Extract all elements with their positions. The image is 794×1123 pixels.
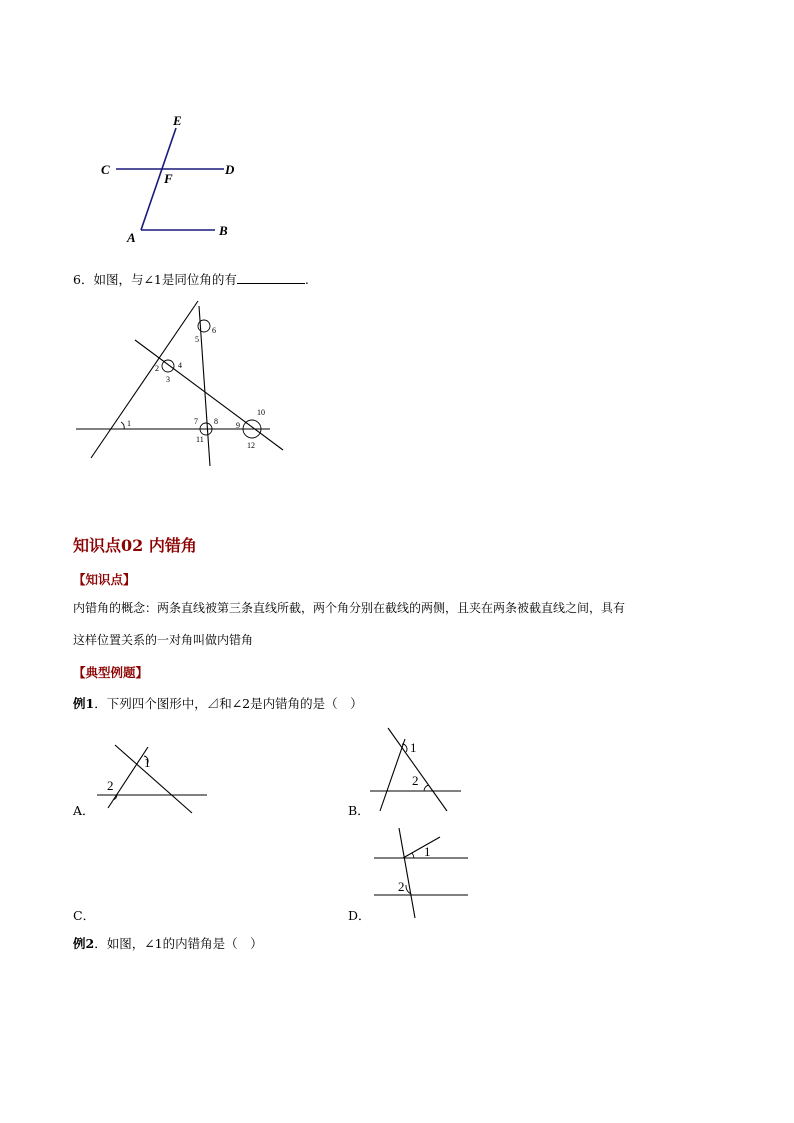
example-2-label: 例2	[73, 936, 95, 951]
option-d-figure[interactable]	[370, 825, 475, 920]
angle-label-3: 3	[166, 375, 170, 384]
angle-label-2: 2	[107, 778, 114, 793]
line-falling	[135, 340, 283, 450]
angle-label-1: 1	[424, 844, 431, 859]
angle-label-11: 11	[196, 435, 204, 444]
line-rising	[91, 301, 198, 458]
label-f: F	[164, 171, 173, 186]
arc-vertex-5	[198, 320, 210, 332]
label-c: C	[101, 162, 110, 177]
line-transversal	[399, 828, 415, 918]
arc-angle-1	[121, 422, 124, 429]
label-e: E	[173, 113, 182, 128]
examples-tag: 【典型例题】	[73, 665, 149, 680]
line-right	[388, 728, 447, 811]
example-1-label: 例1	[73, 696, 95, 711]
option-a-figure[interactable]	[95, 742, 210, 817]
angle-label-1: 1	[410, 740, 417, 755]
angle-label-4: 4	[178, 361, 182, 370]
label-a: A	[127, 230, 136, 245]
example-1-text: ．下列四个图形中，⊿和∠2是内错角的是（ ）	[94, 696, 363, 711]
arc-angle-2	[424, 785, 429, 791]
angle-label-7: 7	[194, 417, 198, 426]
angle-label-2: 2	[398, 879, 405, 894]
arc-vertex-2	[162, 360, 174, 372]
example-1-question	[73, 694, 363, 712]
angle-label-6: 6	[212, 326, 216, 335]
angle-label-5: 5	[195, 335, 199, 344]
question-text: 如图，与∠1是同位角的有	[93, 272, 237, 287]
example-2-question	[73, 934, 263, 952]
answer-blank[interactable]	[237, 271, 305, 284]
question-end: .	[304, 272, 309, 287]
knowledge-tag: 【知识点】	[73, 572, 136, 587]
option-a-label[interactable]: A．	[73, 803, 95, 818]
label-b: B	[219, 223, 228, 238]
angle-label-2: 2	[412, 773, 419, 788]
angle-label-10: 10	[257, 408, 265, 417]
option-c-label[interactable]: C．	[73, 908, 96, 923]
angle-label-1: 1	[144, 755, 151, 770]
angle-label-8: 8	[214, 417, 218, 426]
option-b-label[interactable]: B．	[348, 803, 370, 818]
figure-angles-1-12	[70, 300, 295, 475]
section-title: 知识点02 内错角	[73, 536, 197, 555]
arc-angle-1	[412, 853, 414, 858]
line-short-ray	[403, 837, 440, 858]
definition-line-2: 这样位置关系的一对角叫做内错角	[73, 633, 254, 647]
angle-label-1: 1	[127, 419, 131, 428]
option-b-figure[interactable]	[368, 725, 468, 815]
question-6	[73, 270, 309, 288]
figure-parallel-transversal	[90, 108, 250, 248]
example-2-text: ．如图，∠1的内错角是（ ）	[94, 936, 263, 951]
option-d-label[interactable]: D．	[348, 908, 371, 923]
line-left	[380, 739, 405, 811]
angle-label-12: 12	[247, 441, 255, 450]
question-number: 6．	[73, 272, 94, 287]
label-d: D	[225, 162, 235, 177]
angle-label-9: 9	[236, 421, 240, 430]
angle-label-2: 2	[155, 364, 159, 373]
definition-line-1: 内错角的概念：两条直线被第三条直线所截，两个角分别在截线的两侧，且夹在两条被截直线之间，具有	[73, 601, 626, 615]
